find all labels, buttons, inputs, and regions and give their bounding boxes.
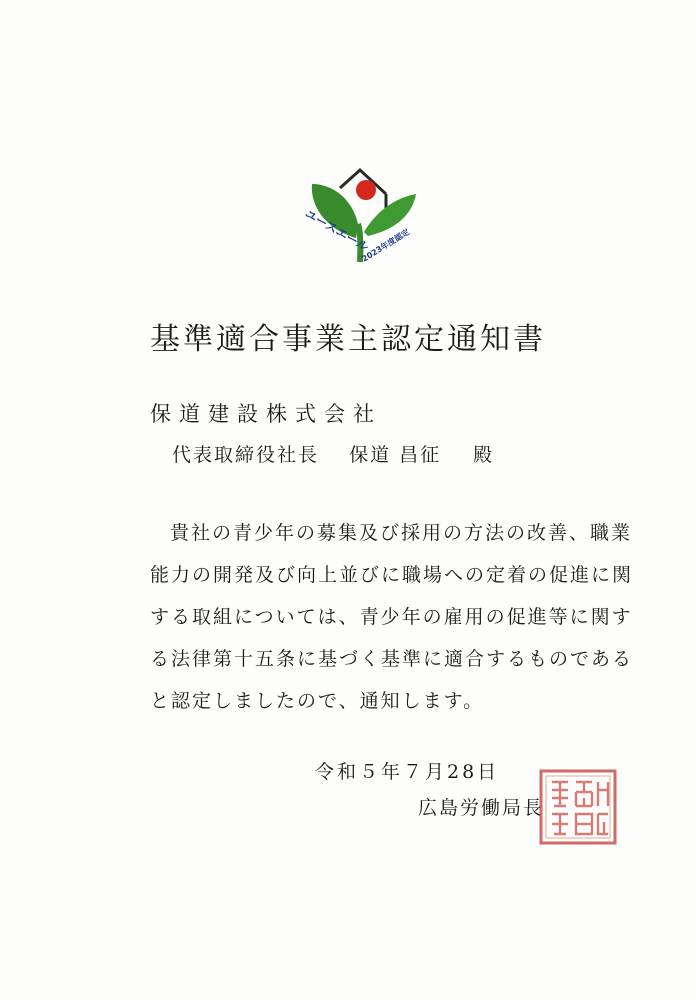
logo-year-text: 2023年度認定 xyxy=(360,227,412,264)
recipient-name: 保道 昌征 xyxy=(349,444,442,466)
recipient-line xyxy=(172,440,494,467)
issue-date: 令和５年７月28日 xyxy=(315,761,500,783)
body-line: と認定しましたので、通知します。 xyxy=(150,690,485,712)
body-line: る法律第十五条に基づく基準に適合するものである xyxy=(150,648,634,670)
body-text xyxy=(150,512,634,722)
body-line: 貴社の青少年の募集及び採用の方法の改善、職業 xyxy=(170,522,633,544)
youth-yell-logo xyxy=(300,158,420,268)
official-seal xyxy=(538,768,618,846)
document-title: 基準適合事業主認定通知書 xyxy=(150,322,546,357)
body-line: する取組については、青少年の雇用の促進等に関す xyxy=(150,606,633,628)
recipient-honorific: 殿 xyxy=(473,444,495,466)
recipient-position: 代表取締役社長 xyxy=(172,444,320,466)
logo-mark-text: ユースエール xyxy=(302,206,372,255)
body-line: 能力の開発及び向上並びに職場への定着の促進に関 xyxy=(150,564,634,586)
issuer-title: 広島労働局長 xyxy=(418,797,545,819)
recipient-company: 保道建設株式会社 xyxy=(150,402,382,426)
